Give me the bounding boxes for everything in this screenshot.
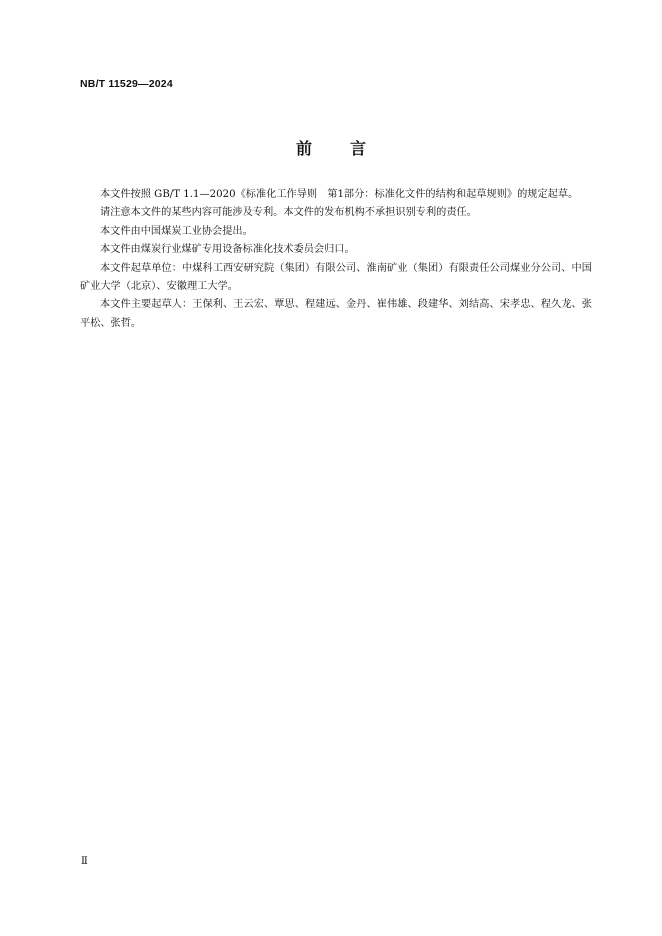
paragraph-drafting-organizations: 本文件起草单位：中煤科工西安研究院（集团）有限公司、淮南矿业（集团）有限责任公司煤业分公司、中国矿业大学（北京）、安徽理工大学。 (80, 262, 592, 293)
paragraph-patent-notice: 请注意本文件的某些内容可能涉及专利。本文件的发布机构不承担识别专利的责任。 (100, 207, 477, 219)
paragraph-proposer: 本文件由中国煤炭工业协会提出。 (100, 225, 253, 237)
document-body (80, 186, 592, 333)
standard-code: NB/T 11529—2024 (80, 78, 173, 90)
paragraph-committee: 本文件由煤炭行业煤矿专用设备标准化技术委员会归口。 (100, 244, 355, 256)
page-title: 前言 (295, 139, 404, 158)
page-number: Ⅱ (81, 856, 88, 867)
paragraph-drafting-rules: 本文件按照 GB/T 1.1—2020《标准化工作导则 第1部分：标准化文件的结构和起草规则》的规定起草。 (100, 189, 579, 200)
paragraph-drafters: 本文件主要起草人：王保利、王云宏、覃思、程建远、金丹、崔伟雄、段建华、刘结高、宋孝忠、程久龙、张平松、张哲。 (80, 299, 592, 329)
